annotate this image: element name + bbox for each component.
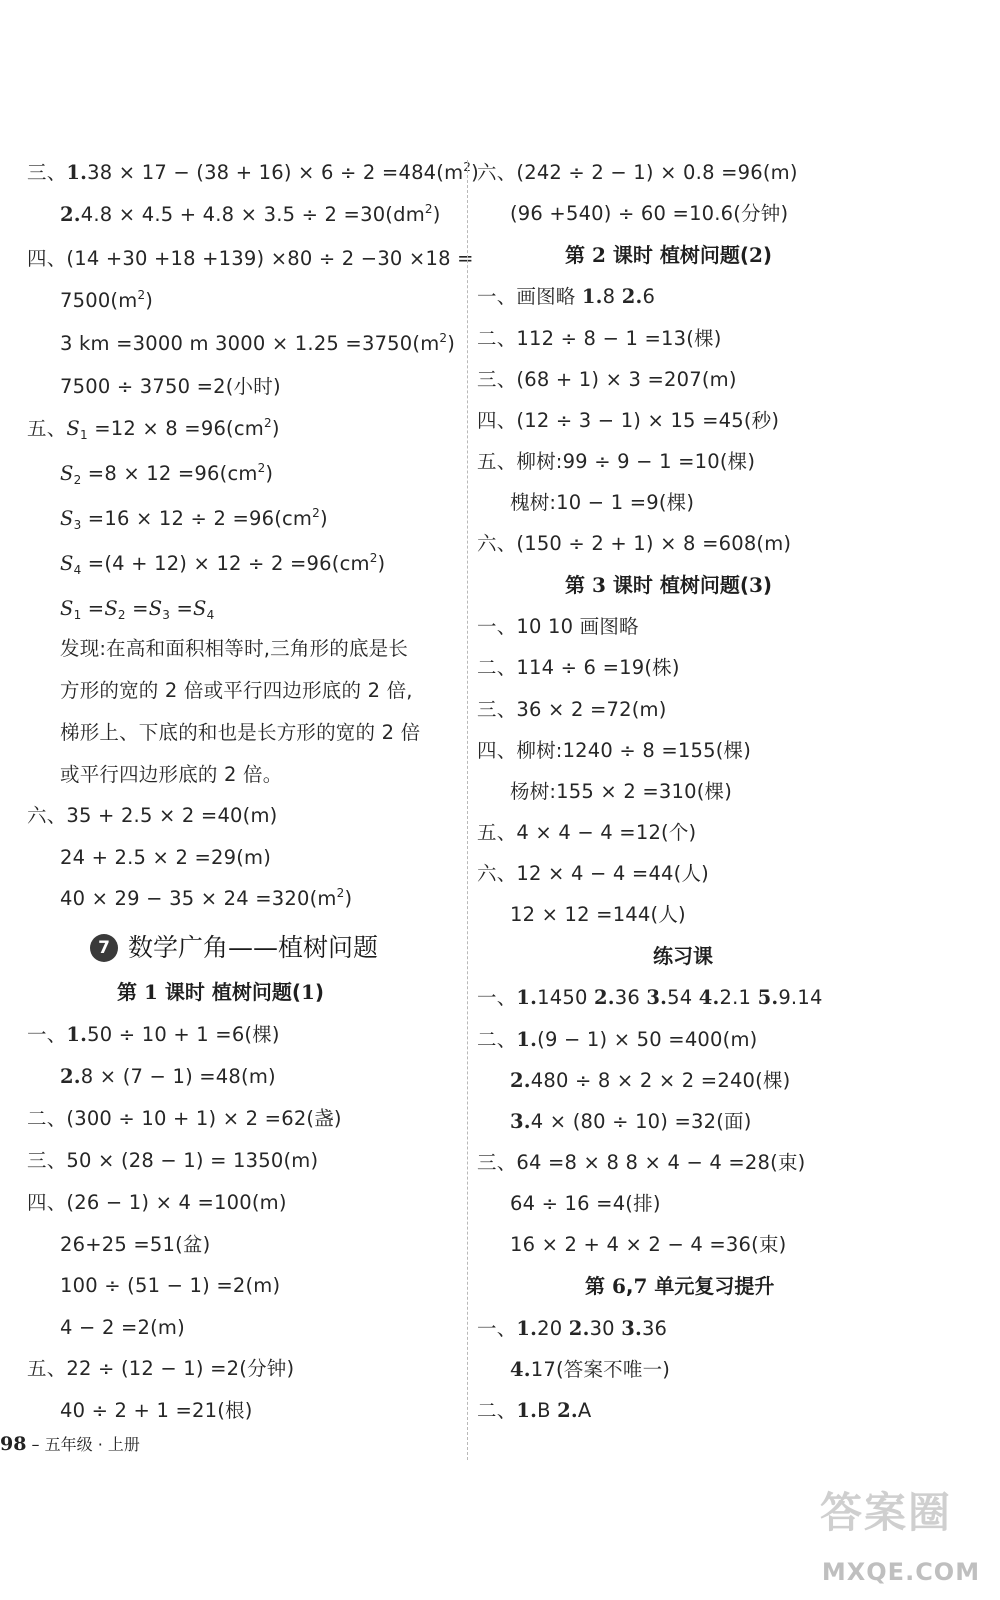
answer-line: 二、112 ÷ 8 − 1 =13(棵) [477, 327, 722, 350]
answer-line: $7500(m^2)$ [60, 288, 154, 312]
answer-line: 26+25 =51(盆) [60, 1233, 211, 1256]
answer-line: 3 km =3000 m $3000 \times 1.25 =3750(m^2)$ [60, 331, 456, 355]
answer-line: $S_3 =16 \times 12 \div 2 =96(cm^2)$ [60, 506, 328, 532]
answer-line: 2.480 ÷ 8 × 2 × 2 =240(棵) [510, 1069, 791, 1092]
answer-line: 24 + 2.5 × 2 =29(m) [60, 846, 272, 869]
unit-number-badge: 7 [90, 934, 118, 962]
column-divider [467, 160, 468, 1460]
answer-line: 二、(300 ÷ 10 + 1) × 2 =62(盏) [27, 1107, 342, 1130]
answer-line: 三、(68 + 1) × 3 =207(m) [477, 368, 737, 391]
answer-line: 一、1.50 ÷ 10 + 1 =6(棵) [27, 1023, 280, 1046]
answer-line: 杨树:155 × 2 =310(棵) [510, 780, 733, 803]
answer-line: 六、(150 ÷ 2 + 1) × 8 =608(m) [477, 532, 792, 555]
answer-line: 一、1.20 2.30 3.36 [477, 1317, 668, 1340]
answer-line: 4.17(答案不唯一) [510, 1358, 671, 1381]
answer-line: 三、50 × (28 − 1) = 1350(m) [27, 1149, 319, 1172]
answer-line: 四、(26 − 1) × 4 =100(m) [27, 1191, 287, 1214]
answer-line: 五、22 ÷ (12 − 1) =2(分钟) [27, 1357, 295, 1380]
page-number: 98 [0, 1433, 27, 1455]
answer-line: $S_2 =8 \times 12 =96(cm^2)$ [60, 461, 274, 487]
answer-line: 64 ÷ 16 =4(排) [510, 1192, 661, 1215]
answer-line: 或平行四边形底的 2 倍。 [60, 763, 283, 786]
grade-label: 五年级 · 上册 [44, 1435, 140, 1454]
answer-line: 六、35 + 2.5 × 2 =40(m) [27, 804, 278, 827]
answer-line: 五、柳树:99 ÷ 9 − 1 =10(棵) [477, 450, 756, 473]
page-footer: 98 – 五年级 · 上册 [0, 1433, 140, 1455]
answer-line: 4 − 2 =2(m) [60, 1316, 185, 1339]
answer-line: 3.4 × (80 ÷ 10) =32(面) [510, 1110, 752, 1133]
answer-line: 2.8 × (7 − 1) =48(m) [60, 1065, 276, 1088]
answer-line: 12 × 12 =144(人) [510, 903, 686, 926]
answer-line: 五、4 × 4 − 4 =12(个) [477, 821, 697, 844]
answer-line: 二、1.(9 − 1) × 50 =400(m) [477, 1028, 758, 1051]
answer-line: $S_4 =(4 + 12) \times 12 \div 2 =96(cm^2)$ [60, 551, 386, 577]
answer-line: $2.4.8 \times 4.5 + 4.8 \times 3.5 \div 2 =30(dm^2)$ [60, 202, 441, 226]
answer-line: 三、36 × 2 =72(m) [477, 698, 667, 721]
answer-line: 四、柳树:1240 ÷ 8 =155(棵) [477, 739, 752, 762]
section-heading: 练习课 [653, 944, 713, 968]
answer-line: 槐树:10 − 1 =9(棵) [510, 491, 695, 514]
answer-line: 三、$1.38 \times 17 - (38 + 16) \times 6 \div 2 =484(m^2)$ [27, 160, 479, 184]
answer-line: 方形的宽的 2 倍或平行四边形底的 2 倍, [60, 679, 413, 702]
answer-line: 一、10 10 画图略 [477, 615, 639, 638]
answer-line: (96 +540) ÷ 60 =10.6(分钟) [510, 202, 789, 225]
answer-line: 梯形上、下底的和也是长方形的宽的 2 倍 [60, 721, 421, 744]
section-heading: 第 6,7 单元复习提升 [585, 1274, 775, 1298]
answer-line: 一、画图略 1.8 2.6 [477, 285, 656, 308]
site-watermark [810, 1478, 992, 1590]
answer-line: 二、114 ÷ 6 =19(株) [477, 656, 680, 679]
answer-line: 三、64 =8 × 8 8 × 4 − 4 =28(束) [477, 1151, 806, 1174]
answer-line: 7500 ÷ 3750 =2(小时) [60, 375, 281, 398]
lesson-heading: 第 3 课时 植树问题(3) [565, 573, 773, 597]
answer-line: 16 × 2 + 4 × 2 − 4 =36(束) [510, 1233, 787, 1256]
lesson-heading: 第 2 课时 植树问题(2) [565, 243, 773, 267]
watermark-logo: 答案圈 [820, 1488, 953, 1537]
answer-line: 40 ÷ 2 + 1 =21(根) [60, 1399, 253, 1422]
answer-line: 五、$S_1 =12 \times 8 =96(cm^2)$ [27, 416, 280, 442]
answer-line: 100 ÷ (51 − 1) =2(m) [60, 1274, 281, 1297]
answer-line: 四、(12 ÷ 3 − 1) × 15 =45(秒) [477, 409, 780, 432]
answer-line: 四、(14 +30 +18 +139) ×80 ÷ 2 −30 ×18 = [27, 247, 474, 270]
answer-line: 二、1.B 2.A [477, 1399, 592, 1422]
answer-line: 六、12 × 4 − 4 =44(人) [477, 862, 709, 885]
answer-line: $S_1 =S_2 =S_3 =S_4$ [60, 597, 215, 622]
answer-line: 发现:在高和面积相等时,三角形的底是长 [60, 637, 409, 660]
answer-line: $40 \times 29 - 35 \times 24 =320(m^2)$ [60, 886, 353, 910]
unit-title: 7 数学广角——植树问题 [90, 930, 378, 966]
answer-line: 一、1.1450 2.36 3.54 4.2.1 5.9.14 [477, 986, 823, 1009]
lesson-heading: 第 1 课时 植树问题(1) [117, 980, 325, 1004]
watermark-site: MXQE.COM [821, 1558, 981, 1586]
answer-line: 六、(242 ÷ 2 − 1) × 0.8 =96(m) [477, 161, 798, 184]
